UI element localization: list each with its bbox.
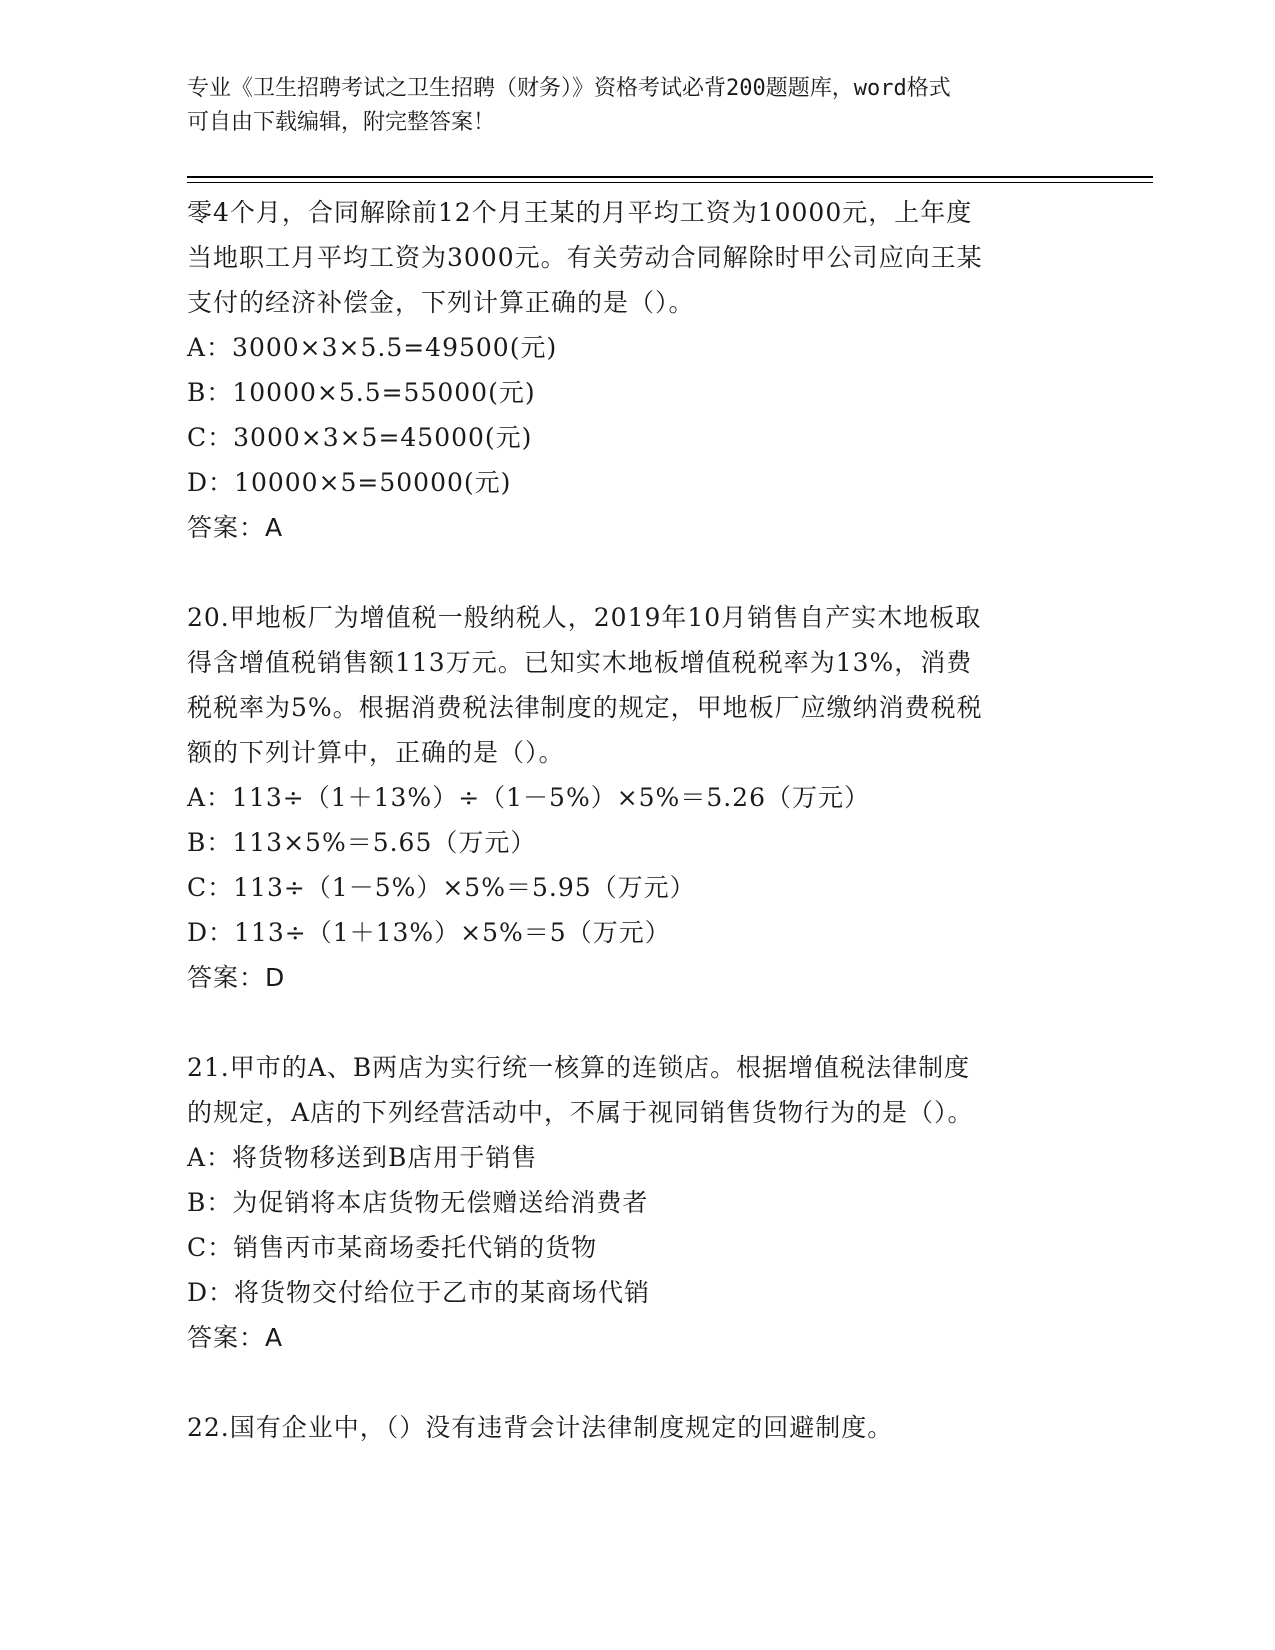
document-header: [187, 72, 1087, 140]
question-20: [187, 595, 1087, 1000]
option-b: B：10000×5.5=55000(元): [187, 378, 536, 407]
question-content: [187, 190, 1087, 1450]
header-line-2: 可自由下载编辑，附完整答案！: [187, 110, 496, 135]
spacer: [187, 1360, 1087, 1405]
option-a: A：113÷（1＋13%）÷（1－5%）×5%＝5.26（万元）: [187, 783, 870, 812]
question-stem-line: 20.甲地板厂为增值税一般纳税人，2019年10月销售自产实木地板取: [187, 603, 982, 632]
question-22: [187, 1405, 1087, 1450]
header-divider-thick: [187, 176, 1153, 178]
question-stem-line: 得含增值税销售额113万元。已知实木地板增值税税率为13%，消费: [187, 648, 973, 677]
option-d: D：将货物交付给位于乙市的某商场代销: [187, 1278, 651, 1307]
option-c: C：3000×3×5=45000(元): [187, 423, 533, 452]
option-a: A：将货物移送到B店用于销售: [187, 1143, 538, 1172]
spacer: [187, 550, 1087, 595]
question-stem-line: 22.国有企业中，（）没有违背会计法律制度规定的回避制度。: [187, 1413, 894, 1442]
spacer: [187, 1000, 1087, 1045]
question-stem-line: 的规定，A店的下列经营活动中，不属于视同销售货物行为的是（）。: [187, 1098, 974, 1127]
header-line-1: 专业《卫生招聘考试之卫生招聘（财务）》资格考试必背200题题库，word格式: [187, 76, 951, 101]
option-d: D：10000×5=50000(元): [187, 468, 512, 497]
option-b: B：为促销将本店货物无偿赠送给消费者: [187, 1188, 649, 1217]
option-b: B：113×5%＝5.65（万元）: [187, 828, 537, 857]
option-c: C：113÷（1－5%）×5%＝5.95（万元）: [187, 873, 696, 902]
question-stem-line: 支付的经济补偿金，下列计算正确的是（）。: [187, 288, 695, 317]
question-21: [187, 1045, 1087, 1360]
header-divider-thin: [187, 182, 1153, 183]
answer-line: 答案：D: [187, 963, 286, 992]
question-stem-line: 额的下列计算中，正确的是（）。: [187, 738, 565, 767]
option-a: A：3000×3×5.5=49500(元): [187, 333, 558, 362]
answer-line: 答案：A: [187, 513, 284, 542]
answer-line: 答案：A: [187, 1323, 284, 1352]
question-19: [187, 190, 1087, 550]
question-stem-line: 零4个月，合同解除前12个月王某的月平均工资为10000元，上年度: [187, 198, 973, 227]
question-stem-line: 当地职工月平均工资为3000元。有关劳动合同解除时甲公司应向王某: [187, 243, 983, 272]
option-c: C：销售丙市某商场委托代销的货物: [187, 1233, 598, 1262]
question-stem-line: 21.甲市的A、B两店为实行统一核算的连锁店。根据增值税法律制度: [187, 1053, 971, 1082]
option-d: D：113÷（1＋13%）×5%＝5（万元）: [187, 918, 671, 947]
question-stem-line: 税税率为5%。根据消费税法律制度的规定，甲地板厂应缴纳消费税税: [187, 693, 983, 722]
